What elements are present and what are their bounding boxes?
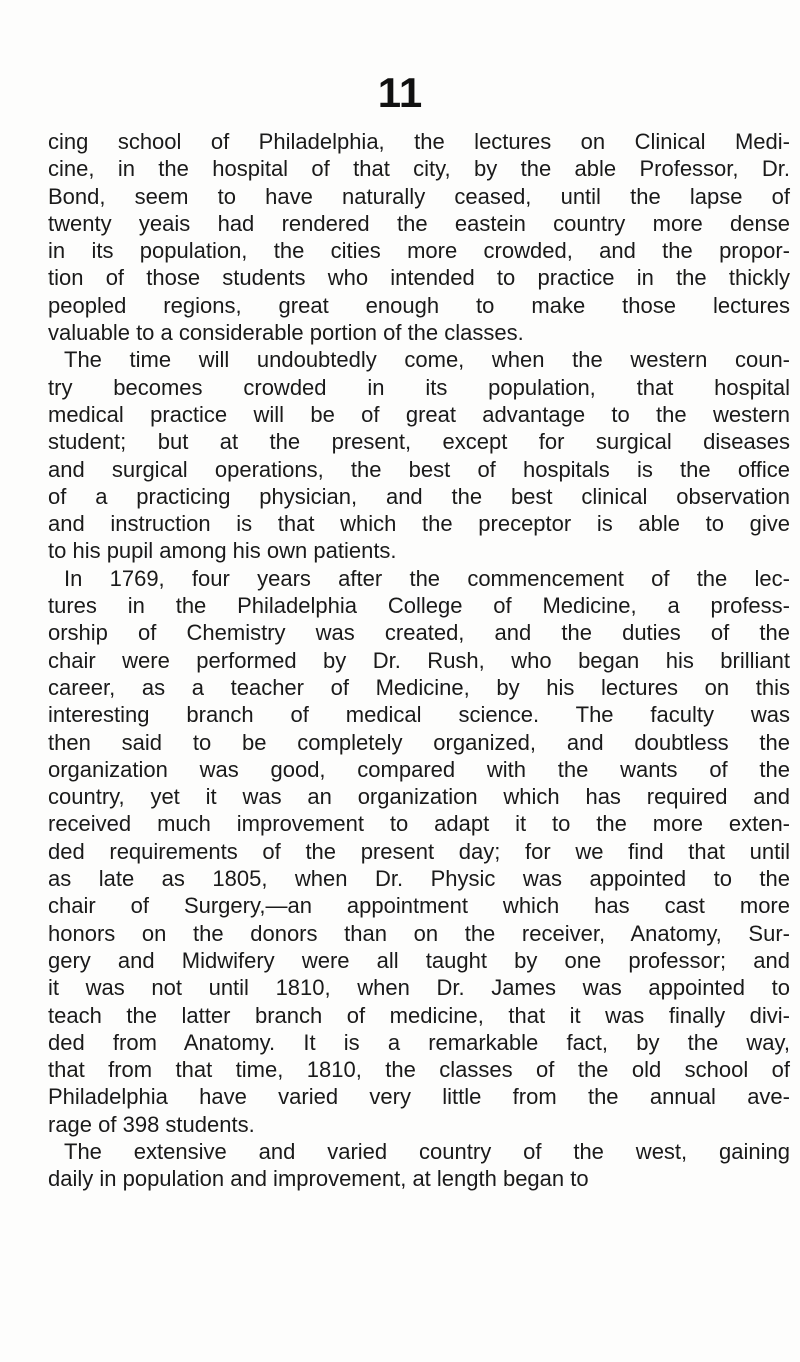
text-line: ded requirements of the present day; for we find that until [48, 838, 790, 864]
text-line: peopled regions, great enough to make those lectures [48, 292, 790, 318]
text-line: teach the latter branch of medicine, that it was finally divi- [48, 1002, 790, 1028]
text-line: valuable to a considerable portion of the classes. [48, 320, 524, 346]
text-line: gery and Midwifery were all taught by one professor; and [48, 947, 790, 973]
text-line: country, yet it was an organization which has required and [48, 784, 790, 810]
text-line: Philadelphia have varied very little from the annual ave- [48, 1084, 790, 1110]
text-line: medical practice will be of great advantage to the western [48, 401, 790, 427]
text-line: cine, in the hospital of that city, by the able Professor, Dr. [48, 156, 790, 182]
text-line: as late as 1805, when Dr. Physic was appointed to the [48, 866, 790, 892]
text-line: In 1769, four years after the commencement of the lec- [64, 565, 790, 591]
text-line: honors on the donors than on the receiver, Anatomy, Sur- [48, 920, 790, 946]
text-line: in its population, the cities more crowded, and the propor- [48, 238, 790, 264]
text-line: daily in population and improvement, at length began to [48, 1166, 589, 1192]
text-line: The time will undoubtedly come, when the western coun- [64, 347, 790, 373]
text-line: student; but at the present, except for surgical diseases [48, 429, 790, 455]
text-line: orship of Chemistry was created, and the duties of the [48, 620, 790, 646]
text-line: chair of Surgery,—an appointment which has cast more [48, 893, 790, 919]
text-line: try becomes crowded in its population, that hospital [48, 374, 790, 400]
text-line: organization was good, compared with the wants of the [48, 756, 790, 782]
text-line: it was not until 1810, when Dr. James was appointed to [48, 975, 790, 1001]
text-line: and instruction is that which the preceptor is able to give [48, 511, 790, 537]
text-line: interesting branch of medical science. The faculty was [48, 702, 790, 728]
text-line: rage of 398 students. [48, 1111, 255, 1137]
text-line: career, as a teacher of Medicine, by his lectures on this [48, 674, 790, 700]
text-line: received much improvement to adapt it to the more exten- [48, 811, 790, 837]
text-line: Bond, seem to have naturally ceased, until the lapse of [48, 183, 790, 209]
text-line: then said to be completely organized, and doubtless the [48, 729, 790, 755]
body-text [48, 128, 790, 1193]
text-line: tures in the Philadelphia College of Medicine, a profess- [48, 593, 790, 619]
text-line: tion of those students who intended to practice in the thickly [48, 265, 790, 291]
text-line: to his pupil among his own patients. [48, 538, 397, 564]
text-line: that from that time, 1810, the classes of the old school of [48, 1057, 790, 1083]
text-line: ded from Anatomy. It is a remarkable fact, by the way, [48, 1029, 790, 1055]
text-line: and surgical operations, the best of hospitals is the office [48, 456, 790, 482]
text-line: of a practicing physician, and the best clinical observation [48, 483, 790, 509]
text-line: The extensive and varied country of the west, gaining [64, 1138, 790, 1164]
text-line: cing school of Philadelphia, the lectures on Clinical Medi- [48, 129, 790, 154]
text-line: twenty yeais had rendered the eastein country more dense [48, 210, 790, 236]
page-number: 11 [377, 69, 423, 116]
text-line: chair were performed by Dr. Rush, who began his brilliant [48, 647, 790, 673]
